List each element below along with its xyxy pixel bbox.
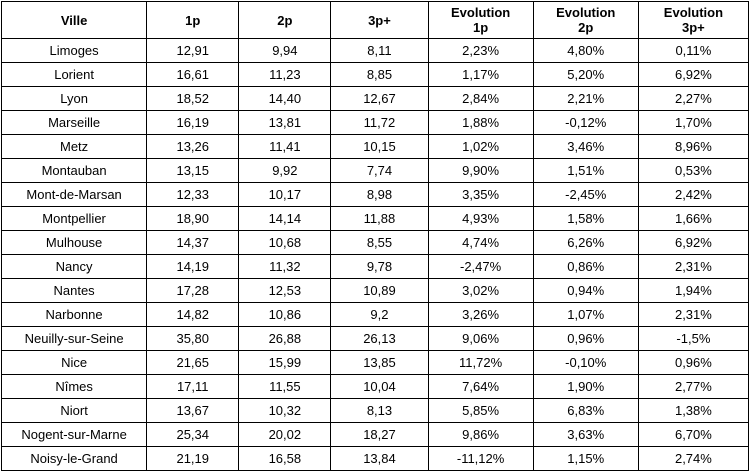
cell-evolution-3p-plus: 2,42% [638,183,748,207]
cell-1p: 21,65 [147,351,239,375]
cell-city: Nice [2,351,147,375]
column-header-evolution-1p [428,2,533,39]
cell-3p-plus: 11,88 [331,207,428,231]
column-header-1p-line1: 1p [185,12,201,28]
cell-evolution-1p: -2,47% [428,255,533,279]
column-header-ville [2,2,147,39]
table-row [2,207,749,231]
cell-2p: 14,14 [239,207,331,231]
cell-evolution-1p: 2,84% [428,87,533,111]
cell-3p-plus: 10,89 [331,279,428,303]
cell-3p-plus: 8,55 [331,231,428,255]
column-header-evolution-1p-line2: 1p [473,20,489,35]
cell-2p: 13,81 [239,111,331,135]
cell-3p-plus: 8,13 [331,399,428,423]
cell-evolution-3p-plus: 1,38% [638,399,748,423]
cell-city: Nîmes [2,375,147,399]
table-row [2,183,749,207]
cell-3p-plus: 8,85 [331,63,428,87]
cell-evolution-2p: 3,46% [533,135,638,159]
cell-2p: 11,55 [239,375,331,399]
cell-city: Niort [2,399,147,423]
cell-1p: 14,19 [147,255,239,279]
table-row [2,351,749,375]
cell-2p: 12,53 [239,279,331,303]
cell-evolution-2p: -0,12% [533,111,638,135]
cell-2p: 9,92 [239,159,331,183]
cell-3p-plus: 10,15 [331,135,428,159]
cell-evolution-1p: -11,12% [428,447,533,471]
cell-evolution-3p-plus: 1,66% [638,207,748,231]
table-body [2,39,749,471]
column-header-2p-line1: 2p [277,12,293,28]
cell-1p: 14,82 [147,303,239,327]
cell-evolution-3p-plus: 0,53% [638,159,748,183]
cell-3p-plus: 18,27 [331,423,428,447]
table-row [2,87,749,111]
cell-2p: 10,86 [239,303,331,327]
column-header-1p [147,2,239,39]
cell-evolution-3p-plus: 2,31% [638,255,748,279]
cell-city: Montauban [2,159,147,183]
table-row [2,135,749,159]
cell-2p: 20,02 [239,423,331,447]
cell-2p: 26,88 [239,327,331,351]
cell-2p: 15,99 [239,351,331,375]
cell-1p: 17,28 [147,279,239,303]
cell-evolution-3p-plus: 2,31% [638,303,748,327]
cell-2p: 9,94 [239,39,331,63]
column-header-3p-plus-line1: 3p+ [368,12,391,28]
cell-evolution-1p: 4,74% [428,231,533,255]
cell-evolution-2p: 1,58% [533,207,638,231]
cell-evolution-1p: 2,23% [428,39,533,63]
column-header-3p-plus [331,2,428,39]
cell-evolution-1p: 1,02% [428,135,533,159]
column-header-evolution-2p [533,2,638,39]
table-row [2,279,749,303]
cell-1p: 12,91 [147,39,239,63]
cell-evolution-1p: 9,86% [428,423,533,447]
cell-3p-plus: 26,13 [331,327,428,351]
table-row [2,303,749,327]
column-header-evolution-2p-line1: Evolution [556,5,616,20]
price-table-container [0,1,750,466]
cell-evolution-3p-plus: 6,70% [638,423,748,447]
cell-city: Neuilly-sur-Seine [2,327,147,351]
cell-evolution-3p-plus: 1,94% [638,279,748,303]
cell-2p: 11,32 [239,255,331,279]
cell-1p: 12,33 [147,183,239,207]
cell-evolution-1p: 9,90% [428,159,533,183]
cell-3p-plus: 13,84 [331,447,428,471]
cell-evolution-1p: 1,17% [428,63,533,87]
cell-evolution-3p-plus: 6,92% [638,231,748,255]
table-row [2,447,749,471]
cell-evolution-2p: 0,86% [533,255,638,279]
cell-evolution-1p: 11,72% [428,351,533,375]
cell-evolution-2p: -2,45% [533,183,638,207]
cell-evolution-2p: 1,51% [533,159,638,183]
cell-city: Nantes [2,279,147,303]
cell-city: Mont-de-Marsan [2,183,147,207]
column-header-evolution-1p-line1: Evolution [450,5,511,20]
cell-evolution-2p: 1,90% [533,375,638,399]
cell-1p: 13,26 [147,135,239,159]
cell-1p: 16,19 [147,111,239,135]
cell-2p: 16,58 [239,447,331,471]
cell-3p-plus: 12,67 [331,87,428,111]
cell-3p-plus: 9,78 [331,255,428,279]
cell-evolution-1p: 9,06% [428,327,533,351]
column-header-evolution-3p-plus [638,2,748,39]
cell-evolution-2p: 0,94% [533,279,638,303]
cell-evolution-2p: -0,10% [533,351,638,375]
cell-evolution-2p: 5,20% [533,63,638,87]
table-row [2,375,749,399]
cell-evolution-3p-plus: 1,70% [638,111,748,135]
cell-evolution-2p: 6,83% [533,399,638,423]
cell-evolution-3p-plus: 2,27% [638,87,748,111]
cell-1p: 25,34 [147,423,239,447]
cell-city: Marseille [2,111,147,135]
cell-1p: 35,80 [147,327,239,351]
cell-city: Metz [2,135,147,159]
table-row [2,423,749,447]
cell-1p: 13,15 [147,159,239,183]
cell-evolution-2p: 0,96% [533,327,638,351]
column-header-evolution-3p-plus-line2: 3p+ [682,20,705,35]
cell-evolution-2p: 1,07% [533,303,638,327]
cell-evolution-3p-plus: 8,96% [638,135,748,159]
cell-city: Nogent-sur-Marne [2,423,147,447]
cell-1p: 16,61 [147,63,239,87]
cell-city: Lyon [2,87,147,111]
column-header-evolution-3p-plus-line1: Evolution [663,5,724,20]
cell-city: Lorient [2,63,147,87]
cell-evolution-3p-plus: 0,96% [638,351,748,375]
table-row [2,39,749,63]
cell-city: Nancy [2,255,147,279]
cell-city: Limoges [2,39,147,63]
cell-evolution-2p: 4,80% [533,39,638,63]
cell-evolution-1p: 1,88% [428,111,533,135]
cell-evolution-1p: 3,26% [428,303,533,327]
cell-2p: 11,23 [239,63,331,87]
cell-evolution-1p: 4,93% [428,207,533,231]
cell-city: Narbonne [2,303,147,327]
cell-evolution-3p-plus: 2,77% [638,375,748,399]
table-row [2,399,749,423]
cell-2p: 10,68 [239,231,331,255]
cell-evolution-1p: 7,64% [428,375,533,399]
cell-3p-plus: 8,11 [331,39,428,63]
cell-city: Noisy-le-Grand [2,447,147,471]
table-header-row [2,2,749,39]
cell-evolution-2p: 3,63% [533,423,638,447]
cell-1p: 17,11 [147,375,239,399]
cell-evolution-1p: 5,85% [428,399,533,423]
cell-2p: 14,40 [239,87,331,111]
cell-3p-plus: 9,2 [331,303,428,327]
table-row [2,255,749,279]
table-row [2,63,749,87]
cell-1p: 14,37 [147,231,239,255]
cell-evolution-2p: 1,15% [533,447,638,471]
cell-3p-plus: 10,04 [331,375,428,399]
cell-2p: 10,32 [239,399,331,423]
cell-city: Mulhouse [2,231,147,255]
cell-evolution-2p: 6,26% [533,231,638,255]
cell-city: Montpellier [2,207,147,231]
cell-2p: 11,41 [239,135,331,159]
cell-1p: 21,19 [147,447,239,471]
column-header-ville-line1: Ville [60,12,88,28]
table-row [2,111,749,135]
cell-evolution-2p: 2,21% [533,87,638,111]
table-row [2,327,749,351]
cell-evolution-3p-plus: 2,74% [638,447,748,471]
column-header-2p [239,2,331,39]
table-row [2,231,749,255]
cell-evolution-1p: 3,02% [428,279,533,303]
city-price-table [1,1,749,471]
column-header-evolution-2p-line2: 2p [578,20,594,35]
cell-2p: 10,17 [239,183,331,207]
cell-evolution-3p-plus: 0,11% [638,39,748,63]
cell-evolution-3p-plus: -1,5% [638,327,748,351]
cell-evolution-3p-plus: 6,92% [638,63,748,87]
cell-3p-plus: 8,98 [331,183,428,207]
cell-3p-plus: 7,74 [331,159,428,183]
cell-1p: 13,67 [147,399,239,423]
cell-1p: 18,52 [147,87,239,111]
cell-3p-plus: 13,85 [331,351,428,375]
cell-1p: 18,90 [147,207,239,231]
cell-3p-plus: 11,72 [331,111,428,135]
table-row [2,159,749,183]
table-header [2,2,749,39]
cell-evolution-1p: 3,35% [428,183,533,207]
